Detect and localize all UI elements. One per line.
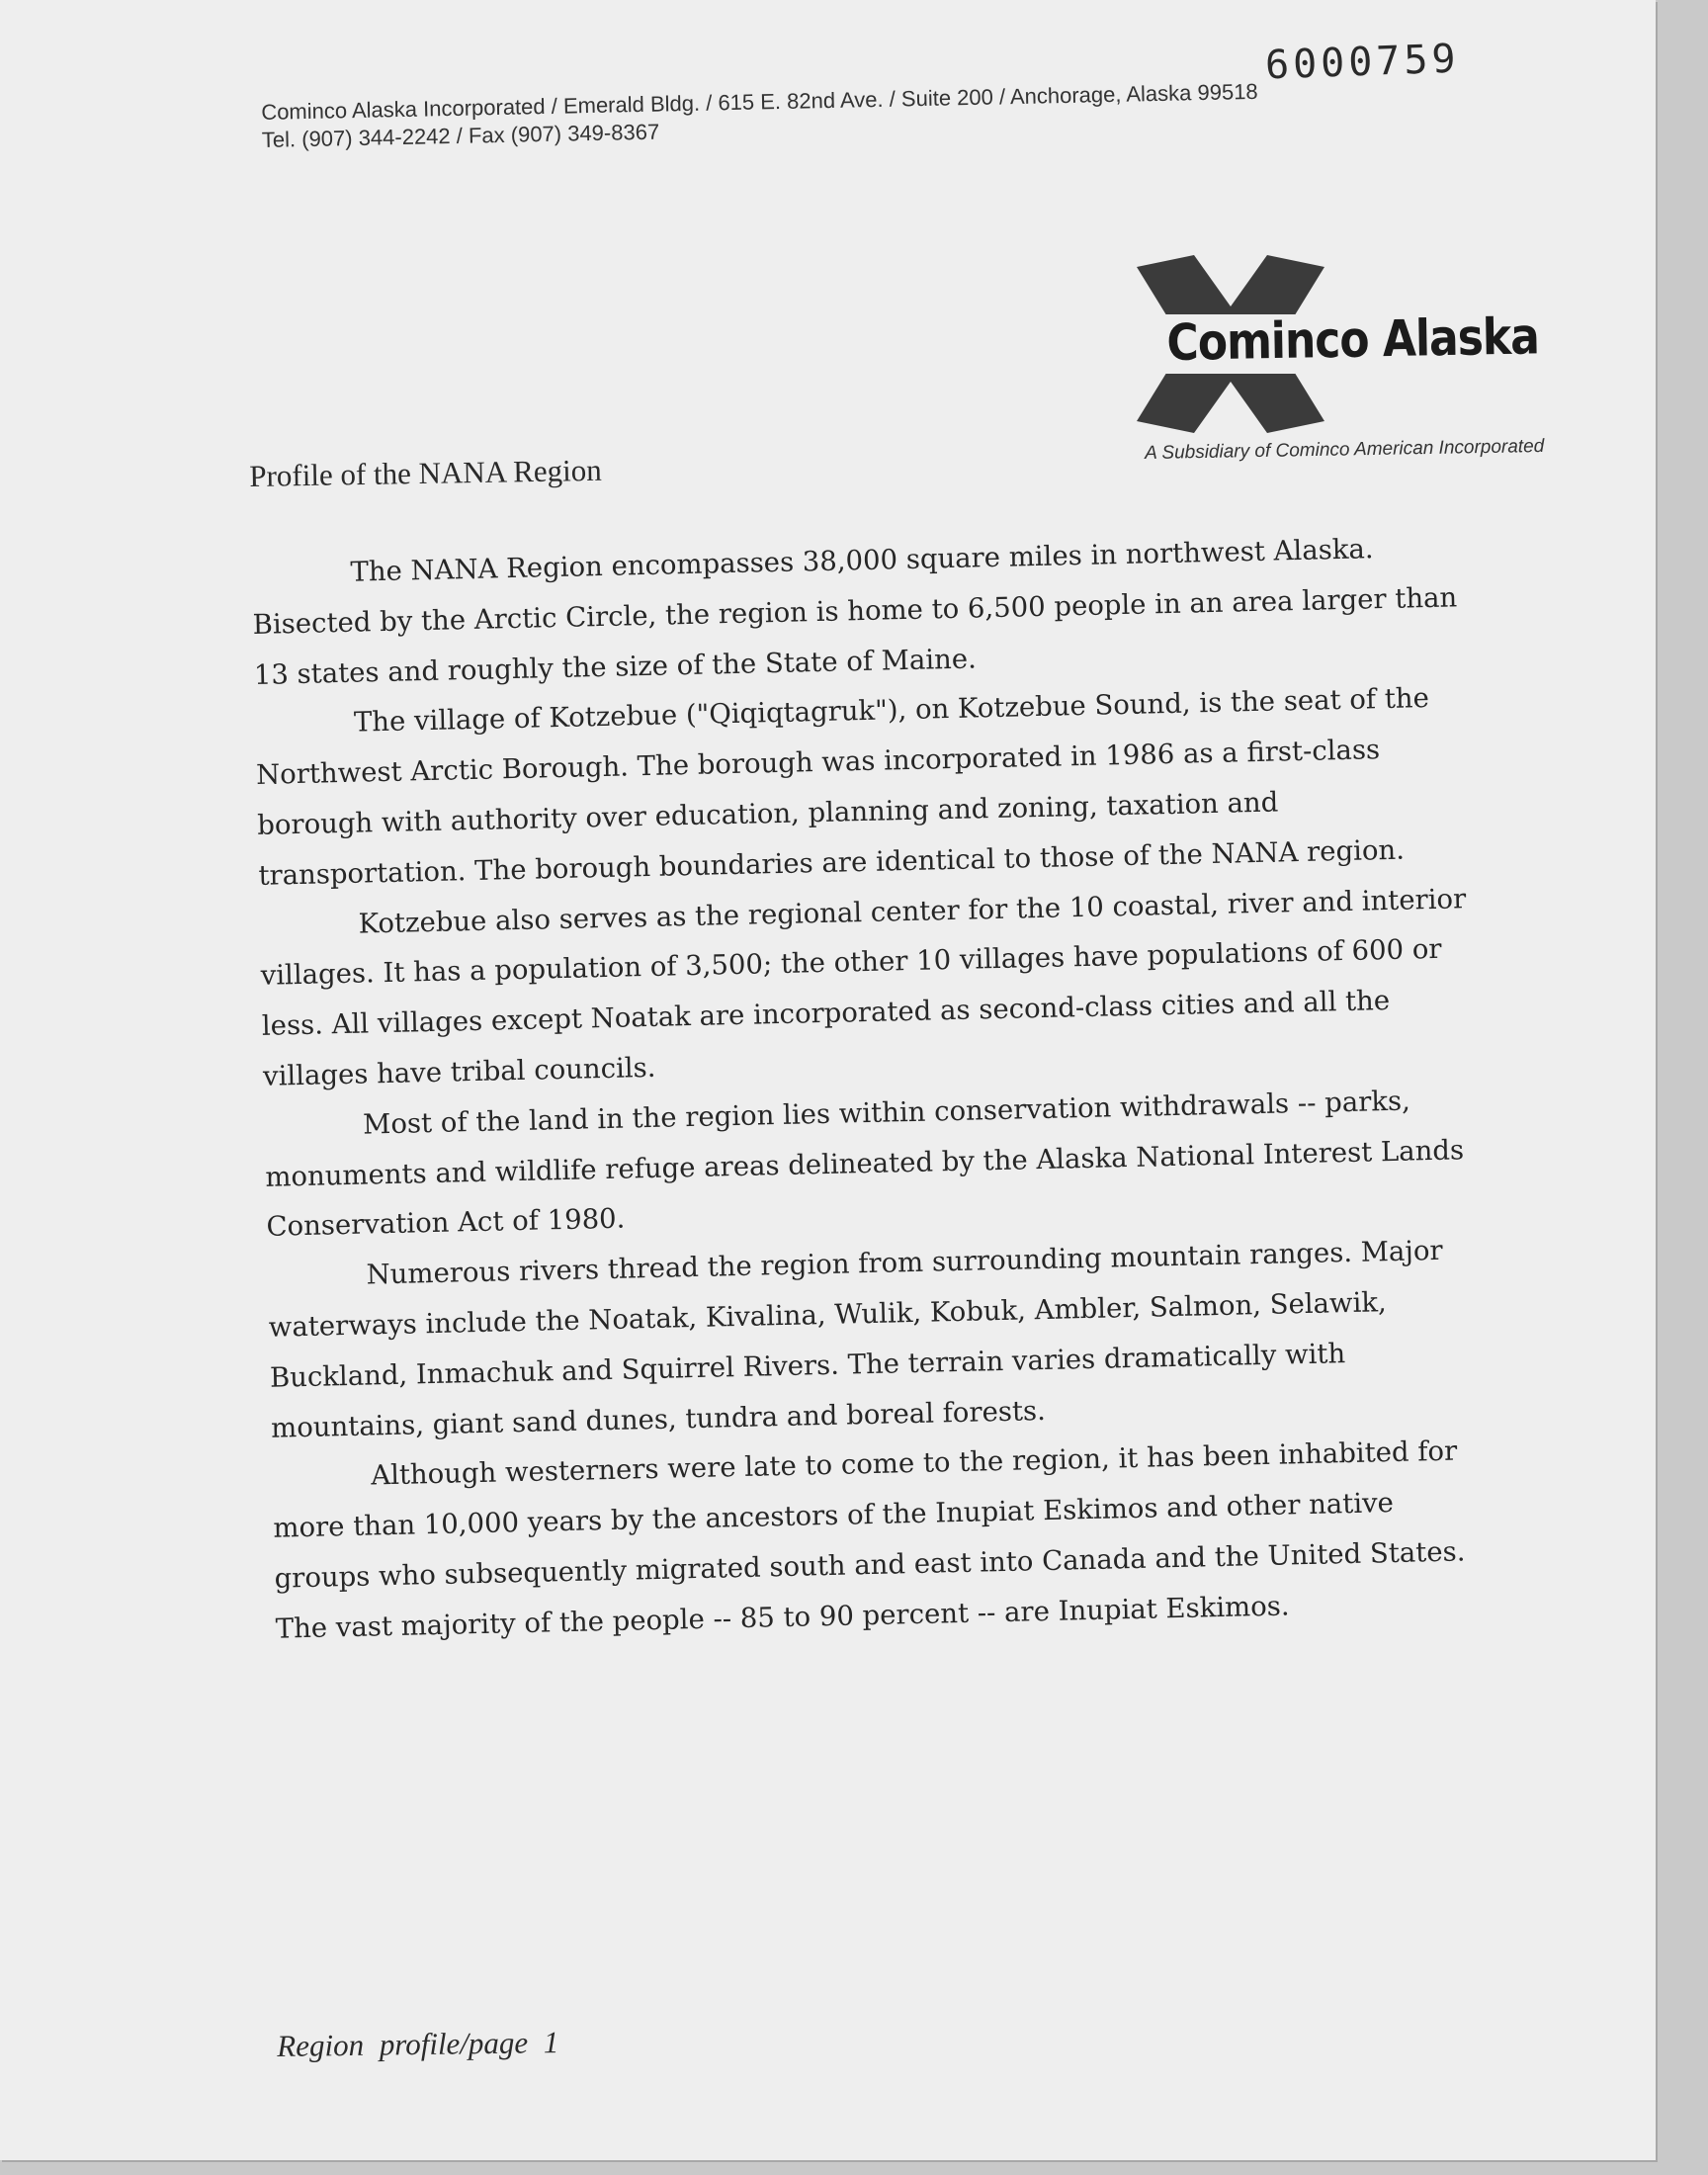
letterhead xyxy=(261,78,1259,154)
paragraph: Kotzebue also serves as the regional center for the 10 coastal, river and interior villages. It has a population of 3,500; the other 10 villages have populations of 600 or less. All villages except Noatak are incorporated as second-class cities and all the villages have tribal councils. xyxy=(260,882,1467,1092)
page-footer: Region profile/page 1 xyxy=(277,2025,559,2063)
paragraph: Although westerners were late to come to the region, it has been inhabited for more than 10,000 years by the ancestors of the Inupiat Eskimos and other native groups who subsequently migrated south and east into Canada and the United States. The vast majority of the people -- 85 to 90 percent -- are Inupiat Eskimos. xyxy=(273,1435,1466,1645)
document-stamp-number: 6000759 xyxy=(1264,36,1461,89)
paragraph: The NANA Region encompasses 38,000 square miles in northwest Alaska. Bisected by the Arctic Circle, the region is home to 6,500 people in an area larger than 13 states and roughly the size of the State of Maine. xyxy=(252,533,1458,691)
subsidiary-tagline: A Subsidiary of Cominco American Incorporated xyxy=(1145,435,1545,464)
page-title: Profile of the NANA Region xyxy=(249,452,603,493)
document-body xyxy=(251,522,1492,1654)
paragraph: The village of Kotzebue ("Qiqiqtagruk"), on Kotzebue Sound, is the seat of the Northwest Arctic Borough. The borough was incorporated in 1986 as a first-class borough with authority over education, planning and zoning, taxation and transportation. The borough boundaries are identical to those of the NANA region. xyxy=(255,682,1430,892)
paragraph: Most of the land in the region lies within conservation withdrawals -- parks, monuments and wildlife refuge areas delineated by the Alaska National Interest Lands Conservation Act of 1980. xyxy=(265,1085,1465,1244)
brand-name: Cominco Alaska xyxy=(1166,307,1540,373)
paragraph: Numerous rivers thread the region from surrounding mountain ranges. Major waterways include the Noatak, Kivalina, Wulik, Kobuk, Ambler, Salmon, Selawik, Buckland, Inmachuk and Squirrel Rivers. The terrain varies dramatically with mountains, giant sand dunes, tundra and boreal forests. xyxy=(268,1234,1443,1444)
letterhead-phone: Tel. (907) 344-2242 / Fax (907) 349-8367 xyxy=(261,119,660,152)
letterhead-address: Cominco Alaska Incorporated / Emerald Bldg. / 615 E. 82nd Ave. / Suite 200 / Anchorage, Alaska 99518 xyxy=(261,78,1258,125)
